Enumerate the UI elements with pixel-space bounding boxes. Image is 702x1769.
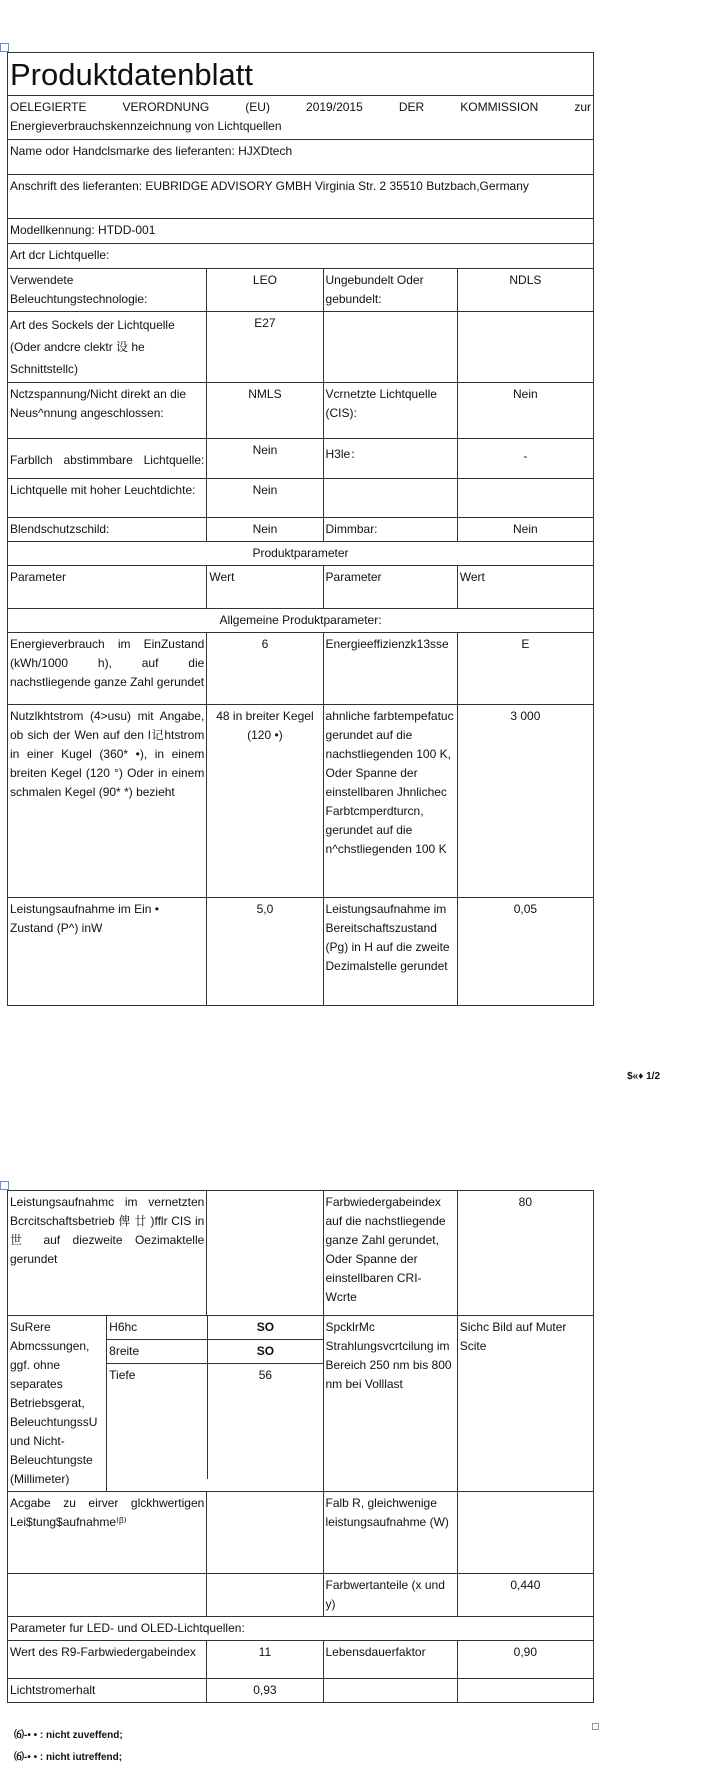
survival-factor-value: 0,90 — [457, 1641, 593, 1679]
empty-cell — [457, 312, 593, 383]
spectral-label: SpcklrMc Strahlungsvcrtcilung im Bereich 250 nm bis 800 nm bei Volllast — [323, 1316, 457, 1492]
chromaticity-label: Farbwertanteile (x und y) — [323, 1574, 457, 1617]
height-label: H6hc — [107, 1316, 207, 1340]
product-params-header: Produktparameter — [8, 542, 594, 566]
page-number: $«♦ 1/2 — [627, 1071, 660, 1082]
supplier-name: Name odor Handclsmarke des lieferanten: HJXDtech — [8, 140, 594, 175]
on-mode-power-label: Leistungsaufnahme im Ein • Zustand (P^) inW — [8, 898, 207, 1006]
product-datasheet-table-1 — [7, 52, 594, 1006]
height-value: SO — [207, 1316, 323, 1340]
regulation-line-2: Energieverbrauchskennzeichnung von Lichtquellen — [10, 119, 282, 133]
depth-label: Tiefe — [107, 1364, 207, 1479]
col-header-param-2-text: Parameter — [325, 570, 382, 584]
empty-cell — [457, 1679, 593, 1703]
color-tunable-text: Farbllch abstimmbare Lichtquelle: — [10, 453, 205, 467]
dimmable-value: Nein — [457, 518, 593, 542]
col-header-wert: Wert — [207, 566, 323, 609]
luminous-flux-label: Nutzlkhtstrom (4>usu) mit Angabe, ob sich der Wen auf den l记htstrom in einer Kugel (360* •), in einem breiten Kegel (120 °) Oder in einem schmalen Kegel (90* *) bezieht — [8, 705, 207, 898]
glare-shield-value: Nein — [207, 518, 323, 542]
equiv-power-claim-label: Falb R, gleichwenige leistungsaufnahme (W) — [323, 1492, 457, 1574]
on-mode-power-value: 5,0 — [207, 898, 323, 1006]
table-anchor-icon[interactable] — [0, 43, 9, 52]
light-source-type: Art dcr Lichtquelle: — [8, 244, 594, 269]
energy-consumption-value: 6 — [207, 633, 323, 705]
product-datasheet-table-2 — [7, 1190, 594, 1703]
energy-class-label: Energieeffizienzk13sse — [323, 633, 457, 705]
energy-class-value: E — [457, 633, 593, 705]
color-temp-value: 3 000 — [457, 705, 593, 898]
standby-power-label: Leistungsaufnahme im Bereitschaftszustand (Pg) in H auf die zweite Dezimalstelle gerundet — [323, 898, 457, 1006]
empty-cell — [323, 479, 457, 518]
empty-cell — [457, 479, 593, 518]
width-label: 8reite — [107, 1340, 207, 1364]
socket-value: E27 — [207, 312, 323, 383]
supplier-address: Anschrift des lieferanten: EUBRIDGE ADVISORY GMBH Virginia Str. 2 35510 Butzbach,Germany — [8, 175, 594, 219]
equiv-power-claim-value — [457, 1492, 593, 1574]
table-anchor-icon[interactable] — [0, 1181, 9, 1190]
empty-cell — [207, 1574, 323, 1617]
glare-shield-label: Blendschutzschild: — [8, 518, 207, 542]
r9-label: Wert des R9-Farbwiedergabeindex — [8, 1641, 207, 1679]
networked-standby-label: Leistungsaufnahmc im vernetzten Bcrcitschaftsbetrieb 俾 廿 )fflr CIS in 世 auf diezweite Oezimaktelle gerundet — [8, 1191, 207, 1316]
technology-label: Verwendete Beleuchtungstechnologie: — [8, 269, 207, 312]
col-header-wert-2: Wert — [457, 566, 593, 609]
cri-value: 80 — [457, 1191, 593, 1316]
connected-label: Vcrnetzte Lichtquelle (CIS): — [323, 383, 457, 439]
mains-label: Nctzspannung/Nicht direkt an die Neus^nnung angeschlossen: — [8, 383, 207, 439]
bundled-value: NDLS — [457, 269, 593, 312]
col-header-param-2 — [323, 566, 457, 609]
empty-cell — [323, 1679, 457, 1703]
model-id: Modellkennung: HTDD-001 — [8, 219, 594, 244]
width-value: SO — [207, 1340, 323, 1364]
spectral-value: Sichc Bild auf Muter Scite — [457, 1316, 593, 1492]
color-temp-label: ahnliche farbtempefatuc gerundet auf die nachstliegenden 100 K, Oder Spanne der einstellbaren Jhnlichec Farbtcmperdturcn, gerundet auf die n^chstliegenden 100 K — [323, 705, 457, 898]
color-tunable-value: Nein — [207, 439, 323, 479]
equiv-power-label: Acgabe zu eirver glckhwertigen Lei$tung$aufnahme⁽ᵝ⁾ — [8, 1492, 207, 1574]
color-tunable-label — [8, 439, 207, 479]
r9-value: 11 — [207, 1641, 323, 1679]
col-header-param: Parameter — [8, 566, 207, 609]
dimensions-label: SuRere Abmcssungen, ggf. ohne separates Betriebsgerat, BeleuchtungssU und Nicht-Beleuchtungste (Millimeter) — [8, 1316, 107, 1492]
technology-value: LEO — [207, 269, 323, 312]
hle-value: - — [457, 439, 593, 479]
standby-power-value: 0,05 — [457, 898, 593, 1006]
depth-value: 56 — [258, 1368, 273, 1382]
page-2 — [0, 1130, 702, 1769]
dimmable-label: Dimmbar: — [323, 518, 457, 542]
luminous-flux-value: 48 in breiter Kegel (120 •) — [207, 705, 323, 898]
regulation-line-1: OELEGIERTE VERORDNUNG (EU) 2019/2015 DER KOMMISSION zur — [10, 100, 591, 114]
dimensions-values — [107, 1316, 323, 1492]
table-resize-handle[interactable] — [592, 1723, 599, 1730]
energy-consumption-label: Energieverbrauch im EinZustand (kWh/1000 h), auf die nachstliegende ganze Zahl gerundet — [8, 633, 207, 705]
chromaticity-value: 0,440 — [457, 1574, 593, 1617]
lumen-maintenance-value: 0,93 — [207, 1679, 323, 1703]
cri-label: Farbwiedergabeindex auf die nachstliegende ganze Zahl gerundet, Oder Spanne der einstellbaren CRI- Wcrte — [323, 1191, 457, 1316]
survival-factor-label: Lebensdauerfaktor — [323, 1641, 457, 1679]
regulation-text — [8, 96, 594, 140]
footnote-1: ⑹-• • : nicht zuveffend; — [14, 1730, 123, 1741]
bundled-label: Ungebundelt Oder gebundelt: — [323, 269, 457, 312]
mains-value: NMLS — [207, 383, 323, 439]
general-params-header: Allgemeine Produktparameter: — [8, 609, 594, 633]
led-params-header: Parameter fur LED- und OLED-Lichtquellen: — [8, 1617, 594, 1641]
connected-value: Nein — [457, 383, 593, 439]
socket-label: Art des Sockels der Lichtquelle (Oder andcre clektr 设 he Schnittstellc) — [8, 312, 207, 383]
footnote-2: ⑹-• • : nicht iutreffend; — [14, 1752, 123, 1763]
high-luminance-label: Lichtquelle mit hoher Leuchtdichte: — [8, 479, 207, 518]
lumen-maintenance-label: Lichtstromerhalt — [8, 1679, 207, 1703]
hle-label: H3le： — [323, 439, 457, 479]
networked-standby-value — [207, 1191, 323, 1316]
high-luminance-value: Nein — [207, 479, 323, 518]
equiv-power-value — [207, 1492, 323, 1574]
empty-cell — [8, 1574, 207, 1617]
empty-cell — [323, 312, 457, 383]
dimensions-subtable — [107, 1316, 323, 1479]
page-title: Produktdatenblatt — [8, 53, 594, 96]
